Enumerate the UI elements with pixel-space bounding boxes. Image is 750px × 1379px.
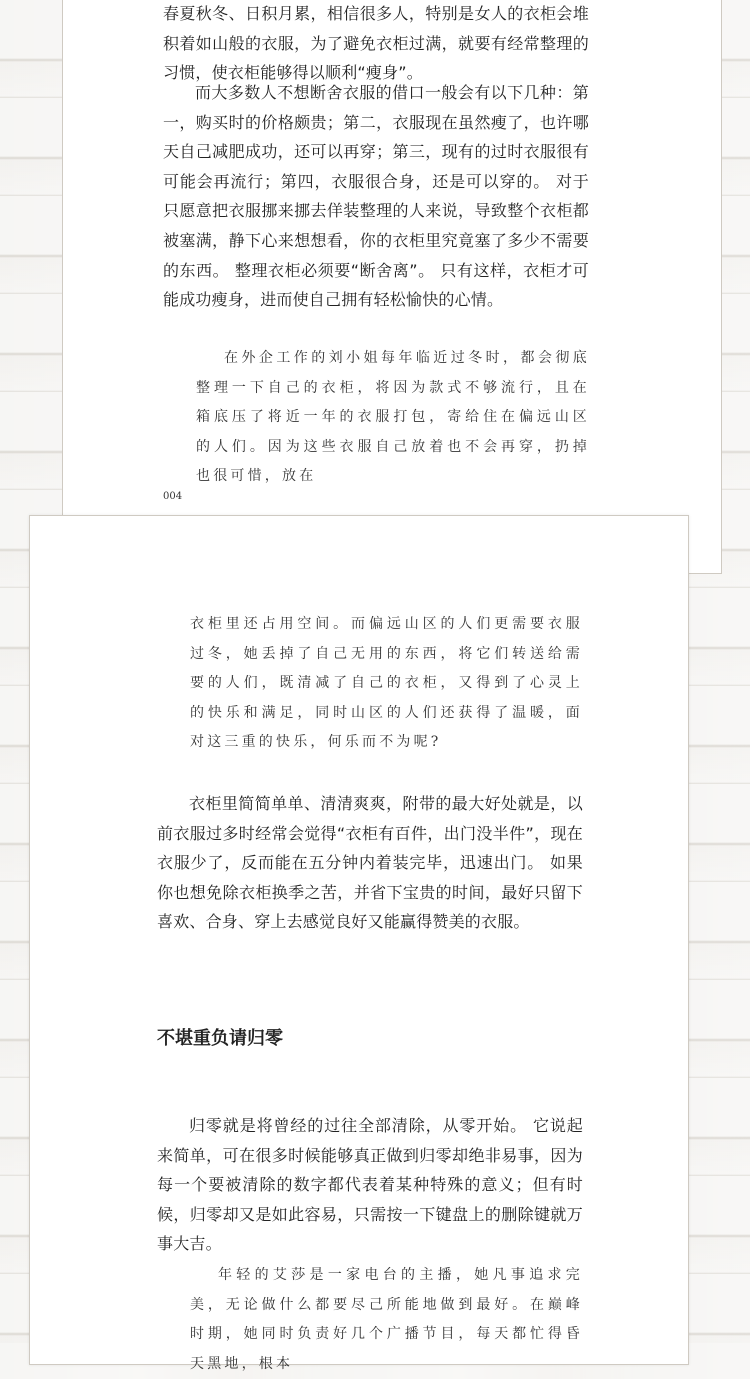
page-number: 004 [163,491,183,502]
body-paragraph: 春夏秋冬、日积月累，相信很多人，特别是女人的衣柜会堆积着如山般的衣服，为了避免衣柜过满，就要有经常整理的习惯，使衣柜能够得以顺利“瘦身”。 [163,4,589,83]
body-paragraph: 衣柜里简简单单、清清爽爽，附带的最大好处就是，以前衣服过多时经常会觉得“衣柜有百件，出门没半件”，现在衣服少了，反而能在五分钟内着装完毕，迅速出门。 如果你也想免除衣柜换季之苦，并省下宝贵的时间，最好只留下喜欢、合身、穿上去感觉良好又能赢得赞美的衣服。 [157,794,583,932]
book-page-005 [29,515,689,1372]
book-page-004 [62,0,722,574]
story-excerpt: 在外企工作的刘小姐每年临近过冬时，都会彻底整理一下自己的衣柜，将因为款式不够流行，且在箱底压了将近一年的衣服打包，寄给住在偏远山区的人们。因为这些衣服自己放着也不会再穿，扔掉也很可惜，放在 [196,350,590,484]
body-paragraph: 而大多数人不想断舍衣服的借口一般会有以下几种：第一，购买时的价格颇贵；第二，衣服现在虽然瘦了，也许哪天自己减肥成功，还可以再穿；第三，现有的过时衣服很有可能会再流行；第四，衣服很合身，还是可以穿的。 对于只愿意把衣服挪来挪去佯装整理的人来说，导致整个衣柜都被塞满，静下心来想想看，你的衣柜里究竟塞了多少不需要的东西。 整理衣柜必须要“断舍离”。 只有这样，衣柜才可能成功瘦身，进而使自己拥有轻松愉快的心情。 [163,83,589,310]
section-heading: 不堪重负请归零 [157,1028,283,1049]
story-excerpt: 年轻的艾莎是一家电台的主播，她凡事追求完美，无论做什么都要尽己所能地做到最好。在巅峰时期，她同时负责好几个广播节目，每天都忙得昏天黑地，根本 [190,1267,583,1372]
story-excerpt: 衣柜里还占用空间。而偏远山区的人们更需要衣服过冬，她丢掉了自己无用的东西，将它们转送给需要的人们，既清减了自己的衣柜，又得到了心灵上的快乐和满足，同时山区的人们还获得了温暖，面对这三重的快乐，何乐而不为呢? [190,616,583,750]
body-paragraph: 归零就是将曾经的过往全部清除，从零开始。 它说起来简单，可在很多时候能够真正做到归零却绝非易事，因为每一个要被清除的数字都代表着某种特殊的意义；但有时候，归零却又是如此容易，只需按一下键盘上的删除键就万事大吉。 [157,1116,583,1254]
